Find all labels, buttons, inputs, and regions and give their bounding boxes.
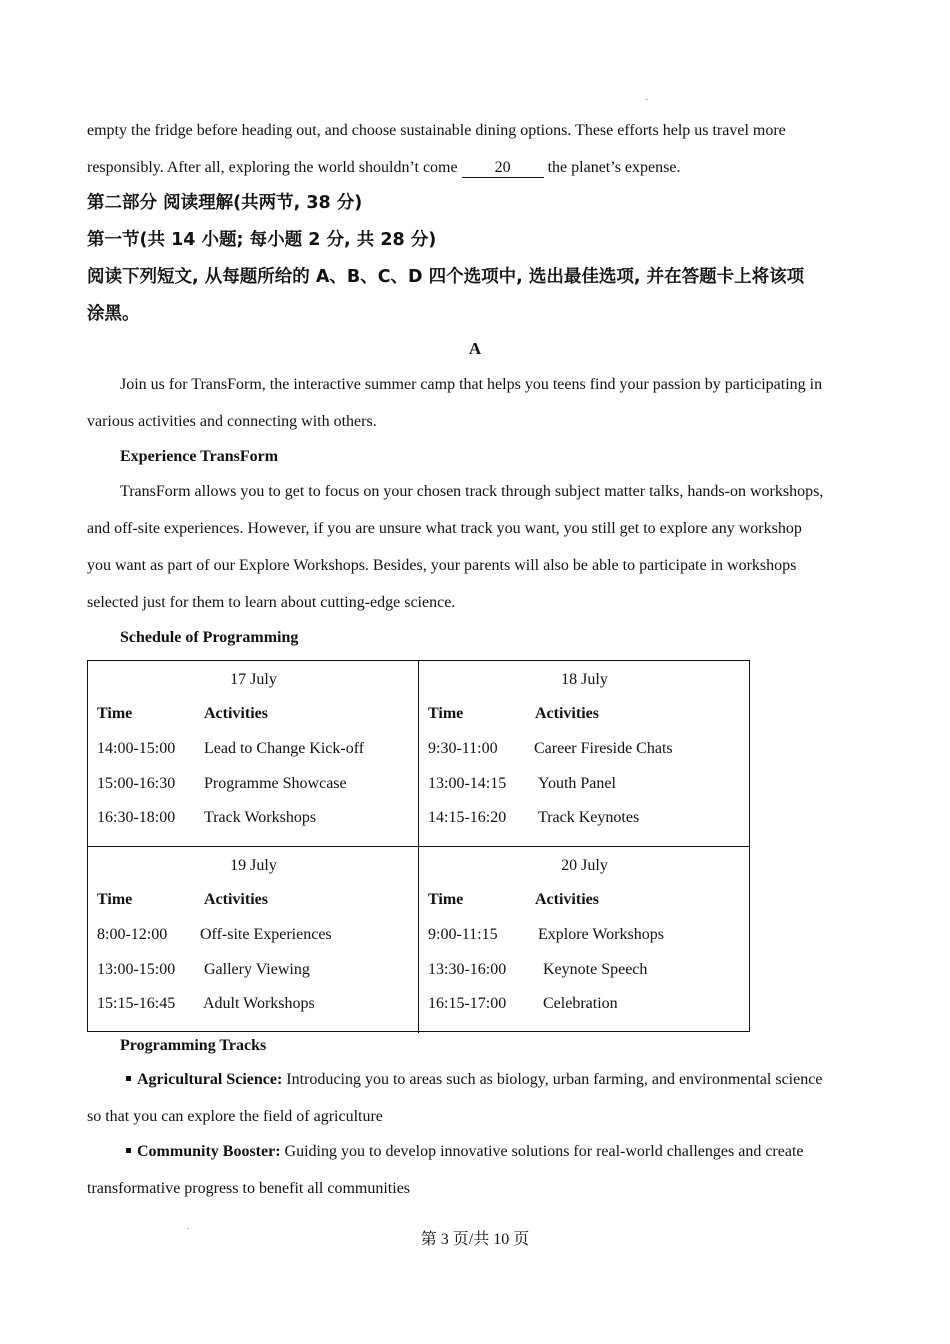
schedule-heading: Schedule of Programming [120,629,299,646]
intro-line-2-end: the planet’s expense. [543,159,681,176]
track-agricultural-line1 [126,1069,822,1091]
slot-activity: Celebration [543,995,618,1012]
instruction-line-2: 涂黑。 [87,304,140,324]
schedule-day-cell [88,847,419,1033]
activities-header: Activities [204,891,268,908]
time-header: Time [97,705,133,722]
day-date: 20 July [561,857,608,874]
track-agricultural-line2: so that you can explore the field of agriculture [87,1108,383,1125]
time-header: Time [428,891,464,908]
track-community-desc: Guiding you to develop innovative solutions for real-world challenges and create [280,1143,804,1160]
schedule-day-cell [419,847,750,1033]
schedule-table [87,660,750,1032]
slot-activity: Adult Workshops [203,995,315,1012]
answer-blank-20: 20 [462,159,544,178]
tracks-heading: Programming Tracks [120,1037,267,1054]
slot-activity: Off-site Experiences [200,926,332,943]
activities-header: Activities [204,705,268,722]
experience-heading: Experience TransForm [120,448,279,465]
section-one-heading: 第一节(共 14 小题; 每小题 2 分, 共 28 分) [87,230,437,250]
slot-time: 15:15-16:45 [97,995,176,1012]
instruction-line-1: 阅读下列短文, 从每题所给的 A、B、C、D 四个选项中, 选出最佳选项, 并在答题卡上将该项 [87,267,805,287]
para1-line2: various activities and connecting with others. [87,413,377,430]
activities-header: Activities [535,705,599,722]
slot-activity: Keynote Speech [543,961,648,978]
track-community-line1 [126,1141,804,1163]
para2-line3: you want as part of our Explore Workshops. Besides, your parents will also be able to participate in workshops [87,557,797,574]
slot-time: 9:30-11:00 [428,740,498,757]
slot-activity: Explore Workshops [538,926,664,943]
time-header: Time [428,705,464,722]
para2-line1: TransForm allows you to get to focus on your chosen track through subject matter talks, hands-on workshops, [120,483,824,500]
slot-time: 13:30-16:00 [428,961,507,978]
day-date: 19 July [230,857,277,874]
bullet-icon [126,1148,131,1153]
bullet-icon [126,1076,131,1081]
schedule-day-cell [88,661,419,847]
page-footer: 第 3 页/共 10 页 [420,1231,530,1248]
slot-time: 16:30-18:00 [97,809,176,826]
track-agricultural-name: Agricultural Science: [137,1071,283,1088]
slot-time: 15:00-16:30 [97,775,176,792]
para2-line4: selected just for them to learn about cutting-edge science. [87,594,456,611]
intro-line-2 [87,157,680,179]
activities-header: Activities [535,891,599,908]
para2-line2: and off-site experiences. However, if you are unsure what track you want, you still get to explore any workshop [87,520,802,537]
slot-time: 9:00-11:15 [428,926,498,943]
scan-speck [646,99,648,100]
intro-line-1: empty the fridge before heading out, and choose sustainable dining options. These efforts help us travel more [87,122,786,139]
slot-activity: Programme Showcase [204,775,347,792]
intro-line-2-text: responsibly. After all, exploring the world shouldn’t come [87,159,462,176]
slot-activity: Track Keynotes [538,809,640,826]
slot-activity: Lead to Change Kick-off [204,740,365,757]
slot-activity: Track Workshops [204,809,317,826]
slot-time: 8:00-12:00 [97,926,168,943]
track-agricultural-desc: Introducing you to areas such as biology, urban farming, and environmental science [282,1071,823,1088]
para1-line1: Join us for TransForm, the interactive summer camp that helps you teens find your passion by participating in [120,376,823,393]
day-date: 17 July [230,671,277,688]
slot-time: 13:00-14:15 [428,775,507,792]
slot-time: 16:15-17:00 [428,995,507,1012]
slot-activity: Career Fireside Chats [534,740,673,757]
schedule-day-cell [419,661,750,847]
time-header: Time [97,891,133,908]
slot-activity: Youth Panel [538,775,616,792]
track-community-line2: transformative progress to benefit all communities [87,1180,411,1197]
day-date: 18 July [561,671,608,688]
track-community-name: Community Booster: [137,1143,281,1160]
passage-letter: A [468,339,482,358]
slot-time: 13:00-15:00 [97,961,176,978]
slot-activity: Gallery Viewing [204,961,310,978]
slot-time: 14:15-16:20 [428,809,507,826]
slot-time: 14:00-15:00 [97,740,176,757]
part-two-heading: 第二部分 阅读理解(共两节, 38 分) [87,193,363,213]
